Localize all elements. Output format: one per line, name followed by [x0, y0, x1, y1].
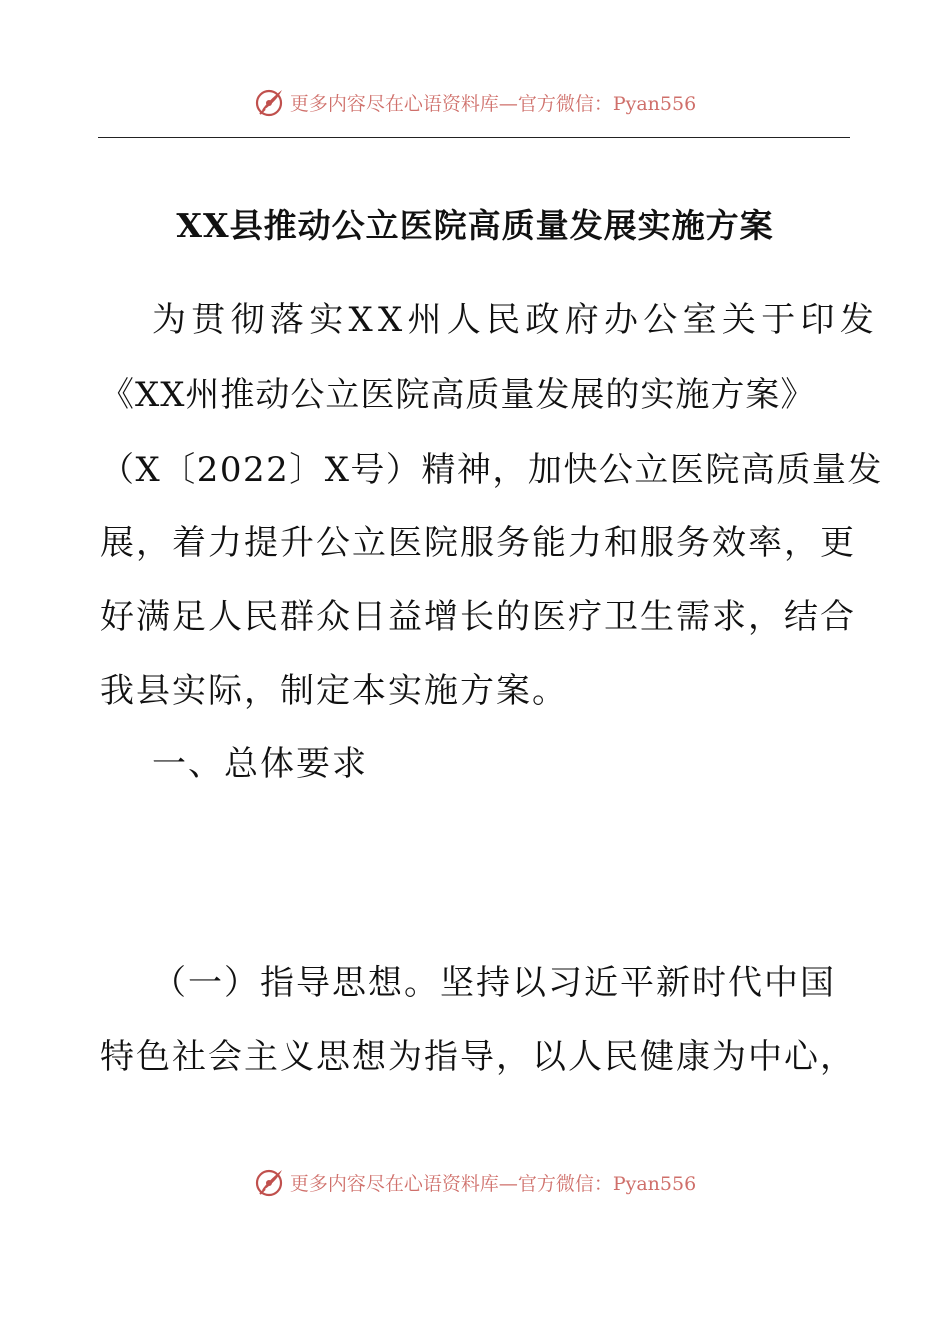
section-heading: 一、总体要求 [152, 744, 368, 784]
paragraph-line: 我县实际，制定本实施方案。 [100, 671, 568, 711]
quill-pen-logo-icon [254, 86, 286, 118]
paragraph-line: 展，着力提升公立医院服务能力和服务效率，更 [100, 523, 856, 563]
paragraph-line: 为贯彻落实XX州人民政府办公室关于印发 [152, 300, 880, 340]
footer-banner [0, 1162, 950, 1202]
paragraph-line: 好满足人民群众日益增长的医疗卫生需求，结合 [100, 597, 856, 637]
header-divider [98, 137, 850, 138]
paragraph-line: 《XX州推动公立医院高质量发展的实施方案》 [100, 375, 816, 415]
document-title: XX县推动公立医院高质量发展实施方案 [176, 206, 774, 245]
header-banner [0, 82, 950, 122]
quill-pen-logo-icon [254, 1166, 286, 1198]
paragraph-line: （一）指导思想。坚持以习近平新时代中国 [152, 963, 836, 1003]
paragraph-line: 特色社会主义思想为指导，以人民健康为中心， [100, 1037, 856, 1077]
paragraph-line: （X〔2022〕X号）精神，加快公立医院高质量发 [100, 450, 883, 490]
footer-banner-text: 更多内容尽在心语资料库—官方微信：Pyan556 [289, 1172, 697, 1195]
header-banner-text: 更多内容尽在心语资料库—官方微信：Pyan556 [289, 92, 697, 115]
